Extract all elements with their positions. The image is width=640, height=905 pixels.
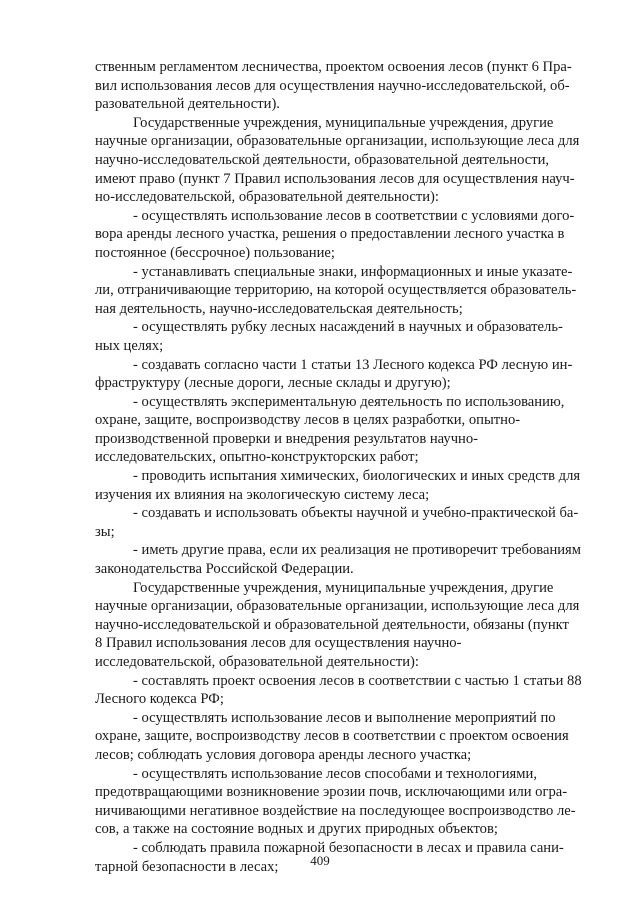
text-line: охране, защите, воспроизводству лесов в целях разработки, опытно- bbox=[95, 412, 521, 429]
text-line: вора аренды лесного участка, решения о предоставлении лесного участка в bbox=[95, 226, 565, 243]
text-line: Государственные учреждения, муниципальные учреждения, другие bbox=[133, 579, 554, 596]
text-line: но-исследовательской, образовательной деятельности): bbox=[95, 189, 439, 206]
text-line: зы; bbox=[95, 523, 115, 540]
text-line: исследовательских, опытно-конструкторских работ; bbox=[95, 449, 419, 466]
text-line: постоянное (бессрочное) пользование; bbox=[95, 244, 335, 261]
text-line: - создавать согласно части 1 статьи 13 Лесного кодекса РФ лесную ин- bbox=[133, 356, 573, 373]
text-line: ственным регламентом лесничества, проектом освоения лесов (пункт 6 Пра- bbox=[95, 59, 572, 75]
text-line: - осуществлять рубку лесных насаждений в научных и образователь- bbox=[133, 319, 563, 336]
text-line: исследовательской, образовательной деятельности): bbox=[95, 654, 419, 670]
document-body bbox=[95, 58, 598, 876]
text-line: - проводить испытания химических, биологических и иных средств для bbox=[133, 468, 581, 485]
text-line: научные организации, образовательные организации, использующие леса для bbox=[95, 133, 580, 150]
text-line: лесов; соблюдать условия договора аренды лесного участка; bbox=[95, 746, 472, 763]
text-line: ная деятельность, научно-исследовательская деятельность; bbox=[95, 300, 463, 317]
text-line: Государственные учреждения, муниципальные учреждения, другие bbox=[133, 114, 554, 131]
text-line: законодательства Российской Федерации. bbox=[95, 561, 354, 578]
text-line: охране, защите, воспроизводству лесов в соответствии с проектом освоения bbox=[95, 728, 569, 745]
text-line: - осуществлять экспериментальную деятельность по использованию, bbox=[133, 393, 565, 410]
text-line: ничивающими негативное воздействие на последующее воспроизводство ле- bbox=[95, 802, 576, 819]
page-number: 409 bbox=[310, 853, 330, 868]
text-line: ли, отграничивающие территорию, на которой осуществляется образователь- bbox=[95, 282, 577, 299]
text-line: научные организации, образовательные организации, использующие леса для bbox=[95, 598, 580, 615]
text-line: вил использования лесов для осуществления научно-исследовательской, об- bbox=[95, 77, 570, 94]
text-line: - соблюдать правила пожарной безопасности в лесах и правила сани- bbox=[133, 839, 564, 856]
text-line: предотвращающими возникновение эрозии почв, исключающими или огра- bbox=[95, 784, 568, 801]
text-line: - иметь другие права, если их реализация не противоречит требованиям bbox=[133, 542, 582, 559]
text-line: - осуществлять использование лесов и выполнение мероприятий по bbox=[133, 709, 556, 726]
text-line: производственной проверки и внедрения результатов научно- bbox=[95, 430, 479, 447]
text-line: 8 Правил использования лесов для осуществления научно- bbox=[95, 635, 462, 652]
text-line: - устанавливать специальные знаки, информационных и иные указате- bbox=[133, 263, 573, 280]
text-line: Лесного кодекса РФ; bbox=[95, 691, 224, 708]
text-line: - составлять проект освоения лесов в соответствии с частью 1 статьи 88 bbox=[133, 672, 582, 689]
text-line: научно-исследовательской деятельности, образовательной деятельности, bbox=[95, 151, 550, 168]
text-line: разовательной деятельности). bbox=[95, 96, 280, 113]
text-line: сов, а также на состояние водных и других природных объектов; bbox=[95, 821, 498, 838]
text-line: изучения их влияния на экологическую систему леса; bbox=[95, 486, 430, 503]
text-line: имеют право (пункт 7 Правил использования лесов для осуществления науч- bbox=[95, 170, 575, 187]
text-line: научно-исследовательской и образовательной деятельности, обязаны (пункт bbox=[95, 616, 569, 633]
text-line: фраструктуру (лесные дороги, лесные склады и другую); bbox=[95, 375, 451, 392]
text-line: тарной безопасности в лесах; bbox=[95, 858, 279, 875]
text-line: - осуществлять использование лесов в соответствии с условиями дого- bbox=[133, 207, 575, 224]
text-line: - создавать и использовать объекты научной и учебно-практической ба- bbox=[133, 505, 579, 522]
text-line: - осуществлять использование лесов способами и технологиями, bbox=[133, 765, 537, 782]
text-line: ных целях; bbox=[95, 337, 164, 354]
